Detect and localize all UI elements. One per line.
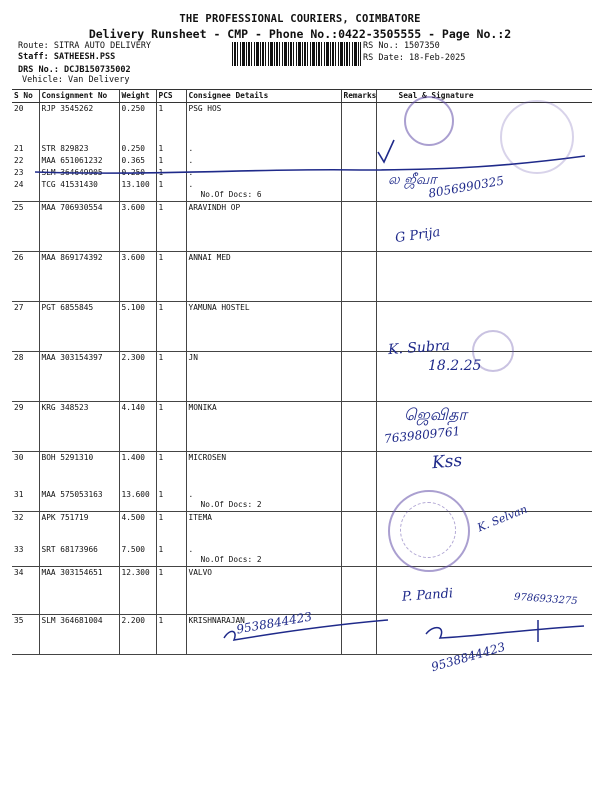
cell-remarks xyxy=(341,251,376,301)
table-row: 35 xyxy=(12,614,39,654)
cell-consignee: PSG HOS xyxy=(186,103,341,143)
cell-signature xyxy=(376,251,592,301)
cell-cn: TCG 41531430 xyxy=(39,179,119,202)
cell-cn: SLM 364681004 xyxy=(39,614,119,654)
barcode xyxy=(232,42,356,66)
cell-cn: PGT 6855845 xyxy=(39,301,119,351)
col-consignment: Consignment No xyxy=(39,90,119,103)
table-row: 21 xyxy=(14,143,24,153)
checkmark-icon xyxy=(376,138,396,166)
table-row: 34 xyxy=(12,566,39,614)
cell-wt: 2.300 xyxy=(119,351,156,401)
cell-cn: APK 751719 xyxy=(39,512,119,544)
cell-cn: MAA 303154651 xyxy=(39,566,119,614)
table-row: 33 xyxy=(12,544,39,567)
cell-wt: 0.250 xyxy=(119,167,156,179)
consignee-dot: . xyxy=(188,544,194,554)
cell-consignee: KRISHNARAJAN xyxy=(186,614,341,654)
cell-pcs: 1 xyxy=(156,251,186,301)
cell-pcs: 1 xyxy=(156,103,186,143)
rs-date: RS Date: 18-Feb-2025 xyxy=(363,53,466,63)
cell-pcs: 1 xyxy=(156,301,186,351)
consignee-dot: . xyxy=(188,179,194,189)
cell-cn: MAA 706930554 xyxy=(39,201,119,251)
cell-cn: BOH 5291310 xyxy=(39,451,119,489)
company-title: THE PROFESSIONAL COURIERS, COIMBATORE xyxy=(179,13,421,25)
cell-wt: 0.250 xyxy=(119,103,156,143)
cell-consignee: . xyxy=(186,143,341,155)
table-row: 27 xyxy=(12,301,39,351)
signature-scribble xyxy=(420,612,590,652)
table-row: 29 xyxy=(12,401,39,451)
cell-remarks xyxy=(341,566,376,614)
col-sno: S No xyxy=(12,90,39,103)
cell-cn: RJP 3545262 xyxy=(39,103,119,143)
cell-wt: 5.100 xyxy=(119,301,156,351)
cell-consignee xyxy=(186,489,341,512)
cell-wt: 13.100 xyxy=(119,179,156,202)
cell-consignee: MONIKA xyxy=(186,401,341,451)
table-row: 25 xyxy=(12,201,39,251)
handwritten-phone: 9538844423 xyxy=(429,639,507,675)
handwritten-phone: 8056990325 xyxy=(427,173,505,201)
col-seal-signature: Seal & Signature xyxy=(376,90,592,103)
signature: K. Selvan xyxy=(475,502,530,535)
cell-remarks xyxy=(341,351,376,401)
cell-wt: 1.400 xyxy=(119,451,156,489)
cell-pcs: 1 xyxy=(156,451,186,489)
cell-wt: 0.250 xyxy=(119,143,156,155)
table-row: 32 xyxy=(14,513,24,522)
cell-cn: MAA 869174392 xyxy=(39,251,119,301)
signature: P. Pandi xyxy=(401,586,454,605)
cell-consignee: JN xyxy=(186,351,341,401)
vehicle-label: Vehicle: Van Delivery xyxy=(22,75,130,85)
col-consignee: Consignee Details xyxy=(186,90,341,103)
staff-label: Staff: SATHEESH.PSS xyxy=(18,52,116,62)
cell-pcs: 1 xyxy=(156,167,186,179)
docs-count: No.Of Docs: 6 xyxy=(200,189,262,199)
cell-pcs: 1 xyxy=(156,351,186,401)
cell-wt: 2.200 xyxy=(119,614,156,654)
table-row: 20 xyxy=(14,104,24,113)
cell-remarks xyxy=(341,201,376,251)
cell-cn: KRG 348523 xyxy=(39,401,119,451)
col-remarks: Remarks xyxy=(341,90,376,103)
col-weight: Weight xyxy=(119,90,156,103)
cell-remarks xyxy=(341,512,376,544)
barcode-tail xyxy=(356,42,361,66)
cell-remarks xyxy=(341,451,376,489)
cell-remarks xyxy=(341,103,376,143)
cell-wt: 3.600 xyxy=(119,201,156,251)
cell-pcs: 1 xyxy=(156,179,186,202)
cell-consignee: MICROSEN xyxy=(186,451,341,489)
cell-cn: MAA 651061232 xyxy=(39,155,119,167)
table-row: 28 xyxy=(12,351,39,401)
cell-consignee: ITEMA xyxy=(186,512,341,544)
cell-pcs: 1 xyxy=(156,201,186,251)
cell-consignee: . xyxy=(186,155,341,167)
cell-consignee xyxy=(186,179,341,202)
table-row: 24 xyxy=(12,179,39,202)
cell-remarks xyxy=(341,179,376,202)
stamp-seal xyxy=(404,96,454,146)
signature: Kss xyxy=(431,450,463,474)
cell-consignee: ARAVINDH OP xyxy=(186,201,341,251)
signature: ல ஜீவா xyxy=(388,172,437,188)
docs-count: No.Of Docs: 2 xyxy=(200,554,262,564)
table-row: 30 xyxy=(14,452,24,462)
handwritten-date: 18.2.25 xyxy=(428,358,482,374)
cell-cn: MAA 303154397 xyxy=(39,351,119,401)
cell-wt: 13.600 xyxy=(119,489,156,512)
rs-number: RS No.: 1507350 xyxy=(363,41,440,51)
consignee-dot: . xyxy=(188,490,194,499)
cell-remarks xyxy=(341,301,376,351)
cell-pcs: 1 xyxy=(156,401,186,451)
cell-pcs: 1 xyxy=(156,512,186,544)
signature-scribble xyxy=(218,610,398,650)
col-pcs: PCS xyxy=(156,90,186,103)
cell-consignee: ANNAI MED xyxy=(186,251,341,301)
cell-remarks xyxy=(341,401,376,451)
table-row: 23 xyxy=(14,167,24,177)
handwritten-phone: 9786933275 xyxy=(513,591,578,608)
cell-cn: SLM 364649905 xyxy=(39,167,119,179)
cell-cn: SRT 68173966 xyxy=(39,544,119,567)
cell-consignee: VALVO xyxy=(186,566,341,614)
table-row: 26 xyxy=(12,251,39,301)
route-label: Route: SITRA AUTO DELIVERY xyxy=(18,41,152,51)
cell-wt: 0.365 xyxy=(119,155,156,167)
cell-wt: 3.600 xyxy=(119,251,156,301)
drs-number: DRS No.: DCJB150735002 xyxy=(18,65,131,75)
cell-consignee xyxy=(186,544,341,567)
cell-wt: 4.140 xyxy=(119,401,156,451)
stamp-seal-inner xyxy=(400,502,456,558)
signature: ஜெவிதா xyxy=(404,405,467,424)
cell-pcs: 1 xyxy=(156,614,186,654)
handwritten-phone: 7639809761 xyxy=(383,424,461,446)
handwritten-phone: 9538844423 xyxy=(235,609,313,637)
cell-remarks xyxy=(341,489,376,512)
cell-pcs: 1 xyxy=(156,566,186,614)
table-row: 31 xyxy=(12,489,39,512)
cell-wt: 7.500 xyxy=(119,544,156,567)
table-row: 22 xyxy=(14,155,24,165)
cell-cn: MAA 575053163 xyxy=(39,489,119,512)
cell-pcs: 1 xyxy=(156,489,186,512)
cell-consignee: . xyxy=(186,167,341,179)
signature: G Prija xyxy=(394,224,442,247)
cell-consignee: YAMUNA HOSTEL xyxy=(186,301,341,351)
cell-wt: 12.300 xyxy=(119,566,156,614)
docs-count: No.Of Docs: 2 xyxy=(200,500,262,509)
stamp-seal xyxy=(500,100,574,174)
cell-signature xyxy=(376,451,592,489)
cell-pcs: 1 xyxy=(156,544,186,567)
cell-remarks xyxy=(341,544,376,567)
cell-cn: STR 829823 xyxy=(39,143,119,155)
runsheet-subtitle: Delivery Runsheet - CMP - Phone No.:0422-3505555 - Page No.:2 xyxy=(88,27,512,41)
signature: K. Subra xyxy=(387,337,451,359)
cell-wt: 4.500 xyxy=(119,512,156,544)
cell-pcs: 1 xyxy=(156,155,186,167)
cell-pcs: 1 xyxy=(156,143,186,155)
